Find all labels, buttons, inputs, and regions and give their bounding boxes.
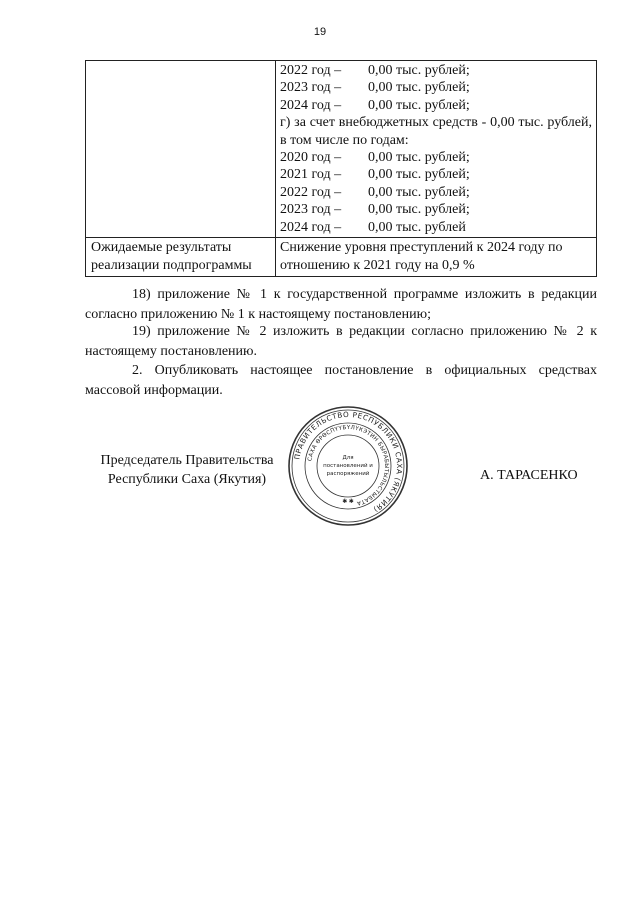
results-row (86, 238, 597, 277)
paragraph-publish: 2. Опубликовать настоящее постановление в официальных средствах массовой информации. (85, 363, 597, 398)
seal-star-icon: ✱ ✱ (342, 499, 354, 505)
funding-cell (276, 61, 597, 238)
funding-line: 2023 год – 0,00 тыс. рублей; (280, 80, 470, 96)
seal-center-line-1: Для (342, 455, 354, 461)
position-line-1: Председатель Правительства (100, 453, 274, 468)
official-seal (287, 405, 409, 527)
funding-line: 2022 год – 0,00 тыс. рублей; (280, 184, 470, 200)
position-line-2: Республики Саха (Якутия) (107, 472, 267, 487)
seal-inner-text: САХА ӨРӨСПҮҮБҮЛҮКЭТИН БЫРАБЫТЫЛЬСТЫБАТА (307, 424, 390, 506)
funding-line: 2023 год – 0,00 тыс. рублей; (280, 202, 470, 218)
page-number: 19 (313, 26, 327, 38)
funding-line: 2024 год – 0,00 тыс. рублей (280, 219, 466, 235)
signatory-name: А. ТАРАСЕНКО (480, 468, 578, 483)
funding-line: 2022 год – 0,00 тыс. рублей; (280, 63, 470, 78)
paragraph-19: 19) приложение № 2 изложить в редакции согласно приложению № 2 к настоящему постановлению. (85, 324, 597, 359)
results-value: Снижение уровня преступлений к 2024 году по отношению к 2021 году на 0,9 % (276, 238, 597, 277)
paragraph-18: 18) приложение № 1 к государственной программе изложить в редакции согласно приложению № 1 к настоящему постановлению; (85, 287, 597, 322)
seal-outer-text: ПРАВИТЕЛЬСТВО РЕСПУБЛИКИ САХА (ЯКУТИЯ) (292, 409, 405, 515)
funding-line: 2020 год – 0,00 тыс. рублей; (280, 150, 470, 166)
funding-line: 2021 год – 0,00 тыс. рублей; (280, 167, 470, 183)
empty-label-cell (86, 61, 276, 238)
signatory-position (87, 451, 287, 489)
funding-row (86, 61, 597, 238)
seal-center-line-2: постановлений и (323, 463, 373, 469)
funding-line: 2024 год – 0,00 тыс. рублей; (280, 97, 470, 113)
seal-center-line-3: распоряжений (326, 471, 370, 477)
extrabudget-intro: г) за счет внебюджетных средств - 0,00 тыс. рублей, в том числе по годам: (280, 115, 592, 148)
subprogram-passport-table (85, 60, 597, 277)
results-label: Ожидаемые результаты реализации подпрограммы (86, 238, 276, 277)
